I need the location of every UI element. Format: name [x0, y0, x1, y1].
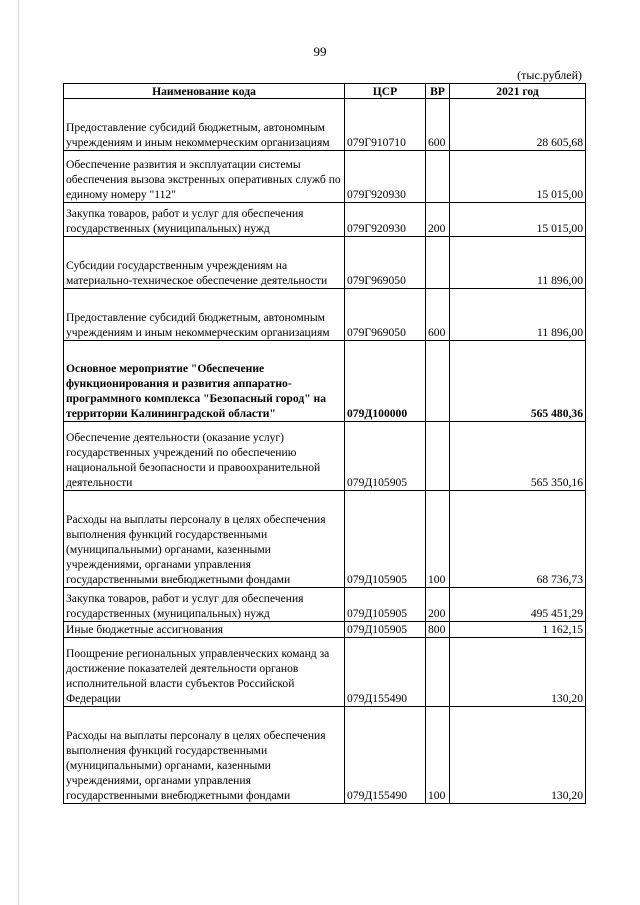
table-body: [64, 99, 586, 804]
cell-amount: 130,20: [450, 707, 586, 804]
cell-csr: 079Д100000: [345, 341, 426, 422]
table-row: [64, 638, 586, 707]
cell-amount: 28 605,68: [450, 99, 586, 151]
cell-vr: [426, 341, 450, 422]
cell-vr: 100: [426, 707, 450, 804]
cell-vr: [426, 151, 450, 203]
table-row: [64, 422, 586, 491]
cell-vr: 800: [426, 622, 450, 638]
cell-amount: 565 480,36: [450, 341, 586, 422]
cell-name: Обеспечение развития и эксплуатации системы обеспечения вызова экстренных оперативных служб по единому номеру "112": [64, 151, 345, 203]
units-label: (тыс.рублей): [517, 68, 582, 82]
table-row: [64, 491, 586, 588]
table-row: [64, 99, 586, 151]
cell-csr: 079Д105905: [345, 491, 426, 588]
table-row: [64, 289, 586, 341]
header-vr: ВР: [426, 84, 450, 99]
cell-vr: [426, 638, 450, 707]
table-row: [64, 341, 586, 422]
cell-name: Расходы на выплаты персоналу в целях обеспечения выполнения функций государственными (муниципальными) органами, казенными учреждениями, органами управления государственными внебюджетными фондами: [64, 707, 345, 804]
header-name: Наименование кода: [64, 84, 345, 99]
cell-csr: 079Г910710: [345, 99, 426, 151]
table-row: [64, 151, 586, 203]
cell-name: Основное мероприятие "Обеспечение функционирования и развития аппаратно-программного комплекса "Безопасный город" на территории Калининградской области": [64, 341, 345, 422]
cell-csr: 079Д155490: [345, 638, 426, 707]
cell-amount: 15 015,00: [450, 203, 586, 237]
cell-csr: 079Г920930: [345, 151, 426, 203]
cell-name: Предоставление субсидий бюджетным, автономным учреждениям и иным некоммерческим организациям: [64, 289, 345, 341]
table-row: [64, 622, 586, 638]
page-number: 99: [313, 44, 327, 59]
cell-name: Закупка товаров, работ и услуг для обеспечения государственных (муниципальных) нужд: [64, 588, 345, 622]
cell-amount: 1 162,15: [450, 622, 586, 638]
cell-csr: 079Г969050: [345, 289, 426, 341]
cell-csr: 079Г969050: [345, 237, 426, 289]
cell-name: Закупка товаров, работ и услуг для обеспечения государственных (муниципальных) нужд: [64, 203, 345, 237]
cell-vr: 200: [426, 203, 450, 237]
cell-csr: 079Д105905: [345, 422, 426, 491]
table-row: [64, 707, 586, 804]
cell-name: Иные бюджетные ассигнования: [64, 622, 345, 638]
cell-amount: 68 736,73: [450, 491, 586, 588]
cell-csr: 079Д105905: [345, 588, 426, 622]
header-year: 2021 год: [450, 84, 586, 99]
cell-vr: 200: [426, 588, 450, 622]
header-csr: ЦСР: [345, 84, 426, 99]
table-row: [64, 203, 586, 237]
cell-vr: [426, 422, 450, 491]
cell-csr: 079Г920930: [345, 203, 426, 237]
cell-vr: 100: [426, 491, 450, 588]
cell-csr: 079Д155490: [345, 707, 426, 804]
cell-amount: 130,20: [450, 638, 586, 707]
cell-name: Обеспечение деятельности (оказание услуг) государственных учреждений по обеспечению национальной безопасности и правоохранительной деятельности: [64, 422, 345, 491]
cell-vr: 600: [426, 289, 450, 341]
cell-vr: [426, 237, 450, 289]
budget-table: [63, 83, 586, 804]
cell-name: Субсидии государственным учреждениям на материально-техническое обеспечение деятельности: [64, 237, 345, 289]
cell-amount: 15 015,00: [450, 151, 586, 203]
table-row: [64, 588, 586, 622]
cell-amount: 11 896,00: [450, 289, 586, 341]
table-row: [64, 237, 586, 289]
cell-amount: 11 896,00: [450, 237, 586, 289]
cell-name: Поощрение региональных управленческих команд за достижение показателей деятельности органов исполнительной власти субъектов Российской Федерации: [64, 638, 345, 707]
cell-name: Расходы на выплаты персоналу в целях обеспечения выполнения функций государственными (муниципальными) органами, казенными учреждениями, органами управления государственными внебюджетными фондами: [64, 491, 345, 588]
cell-vr: 600: [426, 99, 450, 151]
cell-csr: 079Д105905: [345, 622, 426, 638]
cell-name: Предоставление субсидий бюджетным, автономным учреждениям и иным некоммерческим организациям: [64, 99, 345, 151]
cell-amount: 565 350,16: [450, 422, 586, 491]
cell-amount: 495 451,29: [450, 588, 586, 622]
table-header-row: [64, 84, 586, 99]
scan-edge-line: [18, 0, 19, 905]
